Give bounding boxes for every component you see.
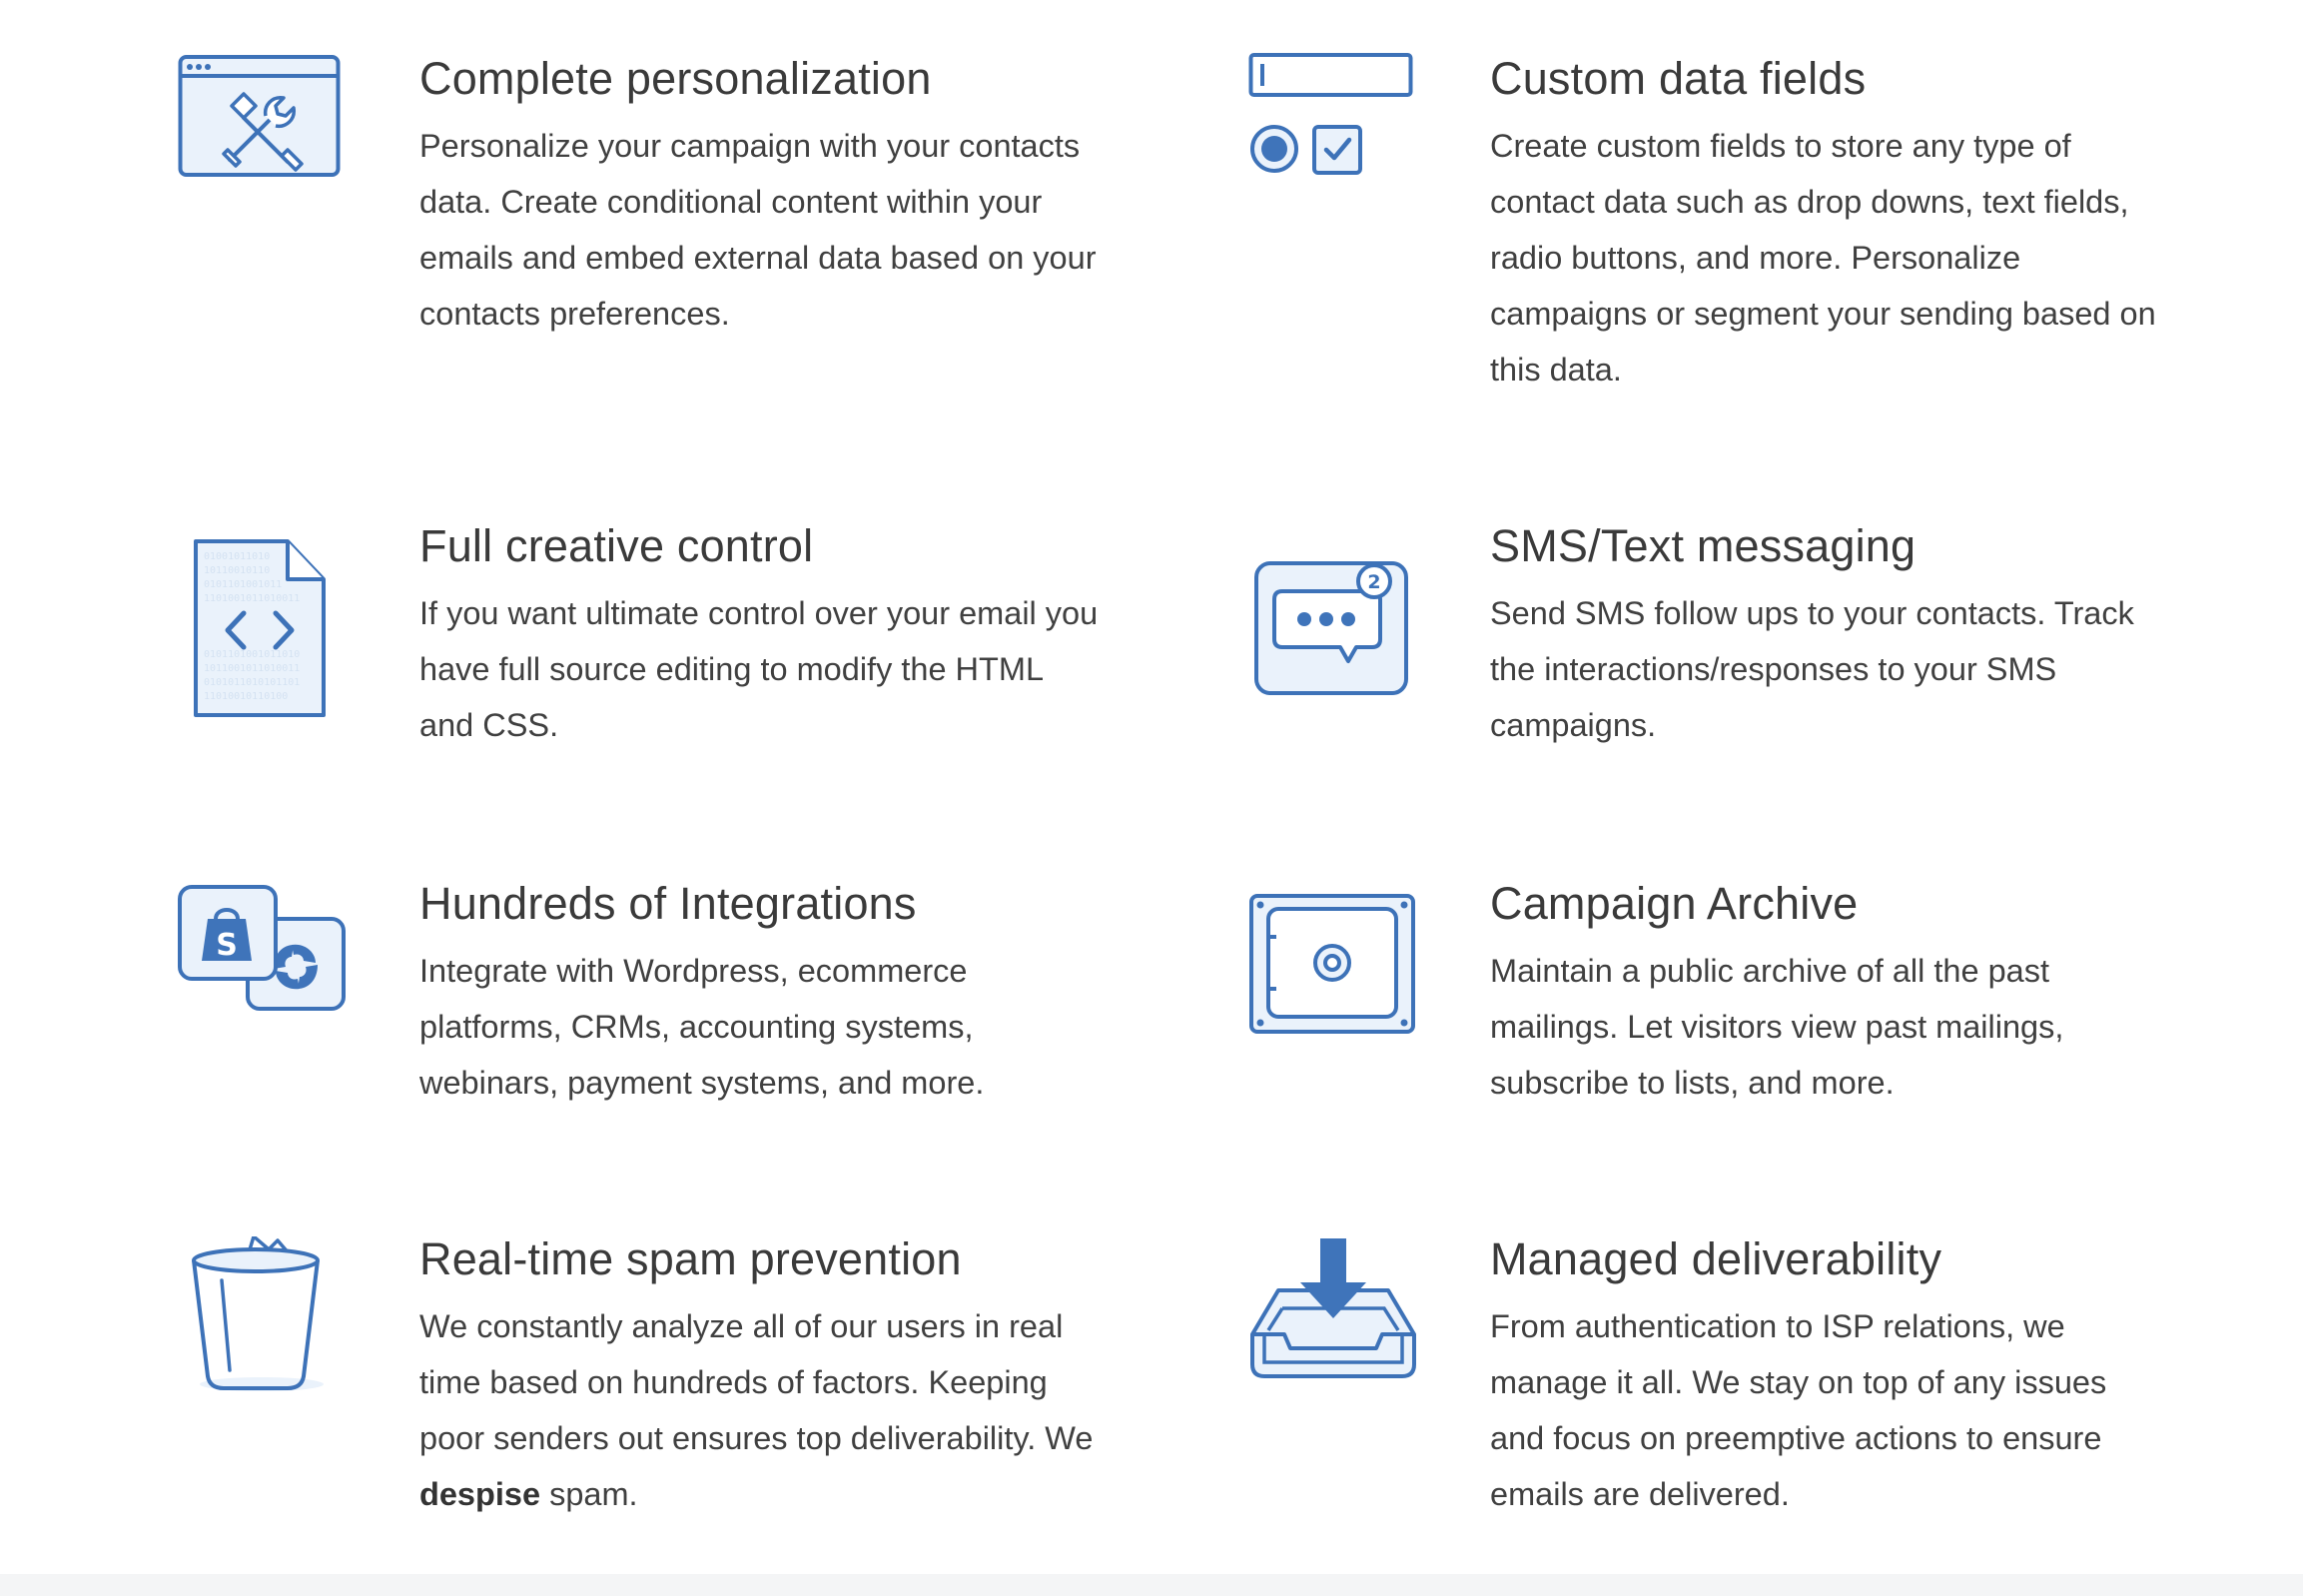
sms-chat-icon	[1252, 539, 1412, 699]
feature-title: Custom data fields	[1490, 53, 1867, 104]
svg-text:1101001011010011: 1101001011010011	[204, 593, 301, 604]
vault-icon	[1248, 893, 1416, 1035]
feature-title: Complete personalization	[419, 53, 932, 104]
feature-title: Real-time spam prevention	[419, 1233, 962, 1284]
trash-bin-icon	[190, 1236, 350, 1396]
svg-text:0101101001011: 0101101001011	[204, 579, 283, 590]
feature-description: Maintain a public archive of all the past mailings. Let visitors view past mailings, subscribe to lists, and more.	[1490, 953, 2064, 1101]
feature-description: Create custom fields to store any type of contact data such as drop downs, text fields, radio buttons, and more. Personalize campaigns or segment your sending based on this data.	[1490, 128, 2156, 388]
feature-text	[419, 517, 1099, 753]
svg-text:10110010110: 10110010110	[204, 565, 271, 576]
svg-text:0101011010101101: 0101011010101101	[204, 677, 301, 688]
description-text-before: We constantly analyze all of our users in real time based on hundreds of factors. Keeping poor senders out ensures top deliverability. We	[419, 1308, 1094, 1456]
badge-count: 2	[1367, 571, 1381, 593]
feature-title: Full creative control	[419, 520, 814, 571]
page-footer-edge	[0, 1574, 2303, 1596]
feature-description: If you want ultimate control over your email you have full source editing to modify the HTML and CSS.	[419, 595, 1099, 743]
feature-text	[419, 50, 1099, 342]
feature-title: Campaign Archive	[1490, 878, 1859, 929]
feature-text	[419, 1230, 1099, 1522]
feature-description: From authentication to ISP relations, we manage it all. We stay on top of any issues and focus on preemptive actions to ensure emails are delivered.	[1490, 1308, 2107, 1512]
feature-text	[1490, 50, 2169, 398]
svg-text:01001011010: 01001011010	[204, 551, 271, 562]
inbox-download-icon	[1248, 1238, 1418, 1380]
feature-title: Hundreds of Integrations	[419, 878, 917, 929]
feature-text	[419, 875, 1099, 1111]
svg-text:11010010110100: 11010010110100	[204, 691, 289, 702]
emphasis-word: despise	[419, 1476, 541, 1512]
description-text-after: spam.	[540, 1476, 638, 1512]
feature-description: Send SMS follow ups to your contacts. Track the interactions/responses to your SMS campaigns.	[1490, 595, 2134, 743]
svg-text:0101101001011010: 0101101001011010	[204, 649, 301, 660]
feature-title: SMS/Text messaging	[1490, 520, 1917, 571]
feature-text	[1490, 875, 2169, 1111]
feature-description: Personalize your campaign with your contacts data. Create conditional content within your emails and embed external data based on your contacts preferences.	[419, 128, 1097, 332]
form-fields-icon	[1248, 50, 1416, 180]
integrations-icon	[178, 883, 348, 1013]
feature-text	[1490, 517, 2169, 753]
feature-description: Integrate with Wordpress, ecommerce platforms, CRMs, accounting systems, webinars, payment systems, and more.	[419, 953, 985, 1101]
feature-text	[1490, 1230, 2169, 1522]
svg-text:1011001011010011: 1011001011010011	[204, 663, 301, 674]
feature-description	[419, 1298, 1099, 1522]
svg-text:S: S	[216, 928, 238, 963]
code-file-icon	[192, 537, 328, 719]
feature-title: Managed deliverability	[1490, 1233, 1942, 1284]
tools-window-icon	[178, 50, 343, 180]
